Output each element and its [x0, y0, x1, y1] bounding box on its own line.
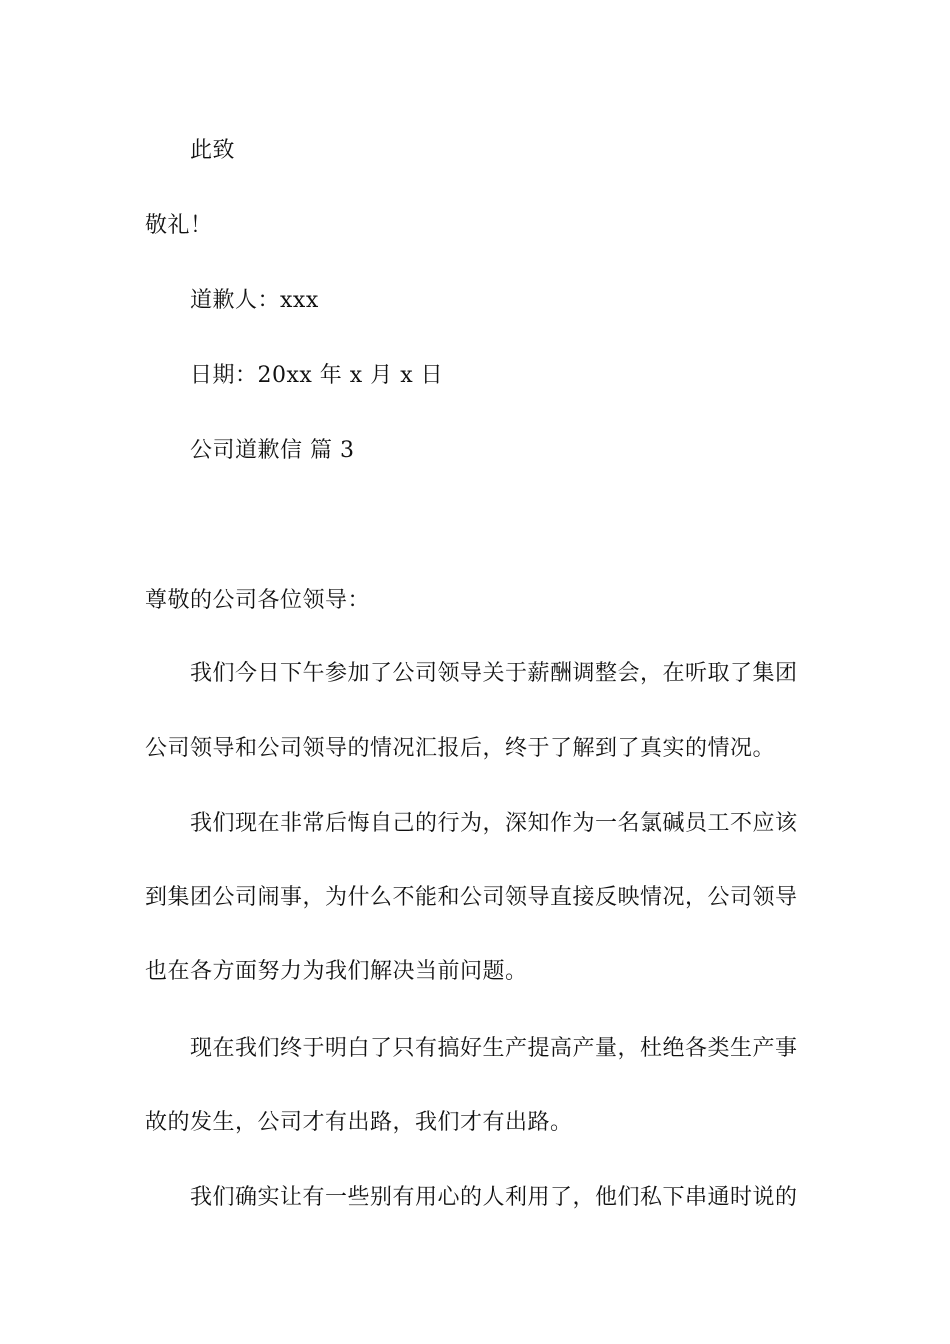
paragraph-line: 我们确实让有一些别有用心的人利用了，他们私下串通时说的: [190, 1185, 798, 1210]
paragraph-line: 我们今日下午参加了公司领导关于薪酬调整会，在听取了集团: [190, 661, 798, 686]
closing-salutation-1: 此致: [190, 138, 236, 163]
date-line: 日期：20xx 年 x 月 x 日: [190, 363, 444, 388]
paragraph-line: 到集团公司闹事，为什么不能和公司领导直接反映情况，公司领导: [145, 885, 798, 910]
paragraph-line: 故的发生，公司才有出路，我们才有出路。: [145, 1110, 573, 1135]
paragraph-line: 现在我们终于明白了只有搞好生产提高产量，杜绝各类生产事: [190, 1036, 798, 1061]
paragraph-line: 我们现在非常后悔自己的行为，深知作为一名氯碱员工不应该: [190, 811, 798, 836]
paragraph-line: 公司领导和公司领导的情况汇报后，终于了解到了真实的情况。: [145, 736, 776, 761]
section-title: 公司道歉信 篇 3: [190, 438, 355, 463]
paragraph-line: 也在各方面努力为我们解决当前问题。: [145, 959, 528, 984]
signer-line: 道歉人：xxx: [190, 288, 319, 313]
greeting: 尊敬的公司各位领导：: [145, 588, 371, 613]
closing-salutation-2: 敬礼！: [145, 213, 213, 238]
